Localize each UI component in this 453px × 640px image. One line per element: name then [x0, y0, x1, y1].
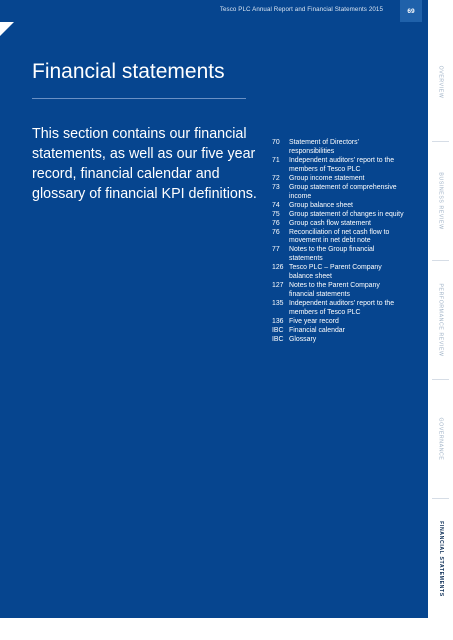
- contents-label: Tesco PLC – Parent Company balance sheet: [289, 264, 382, 281]
- contents-item[interactable]: [272, 184, 404, 202]
- running-title: Tesco PLC Annual Report and Financial Statements 2015: [219, 6, 383, 13]
- contents-page: 126: [272, 264, 284, 272]
- contents-label: Independent auditors’ report to the members of Tesco PLC: [289, 300, 395, 317]
- contents-item[interactable]: [272, 229, 404, 247]
- contents-label: Group cash flow statement: [289, 219, 371, 227]
- side-tab-label: GOVERNANCE: [437, 417, 444, 460]
- contents-item[interactable]: [272, 318, 404, 327]
- contents-item[interactable]: [272, 327, 404, 336]
- contents-page: 74: [272, 201, 280, 209]
- contents-label: Notes to the Group financial statements: [289, 246, 375, 263]
- contents-page: 127: [272, 282, 284, 290]
- section-title: Financial statements: [32, 60, 225, 83]
- contents-label: Independent auditors’ report to the members of Tesco PLC: [289, 156, 395, 173]
- footer-margin: [0, 618, 453, 640]
- contents-label: Five year record: [289, 318, 339, 326]
- side-tab-governance[interactable]: [428, 379, 453, 498]
- contents-label: Group balance sheet: [289, 201, 353, 209]
- contents-item[interactable]: [272, 220, 404, 229]
- contents-label: Group statement of changes in equity: [289, 210, 404, 218]
- contents-item[interactable]: [272, 211, 404, 220]
- contents-item[interactable]: [272, 139, 404, 157]
- contents-item[interactable]: [272, 300, 404, 318]
- side-tab-label: OVERVIEW: [437, 65, 444, 98]
- contents-page: 136: [272, 318, 284, 326]
- side-tab-performance-review[interactable]: [428, 260, 453, 379]
- contents-page: 135: [272, 300, 284, 308]
- contents-item[interactable]: [272, 246, 404, 264]
- contents-page: 77: [272, 246, 280, 254]
- contents-list: [272, 139, 404, 345]
- contents-item[interactable]: [272, 264, 404, 282]
- contents-page: IBC: [272, 335, 284, 343]
- side-tab-label: BUSINESS REVIEW: [437, 171, 444, 230]
- contents-item[interactable]: [272, 157, 404, 175]
- contents-page: 72: [272, 174, 280, 182]
- contents-page: 70: [272, 139, 280, 146]
- contents-label: Financial calendar: [289, 327, 345, 335]
- page-header: [0, 0, 428, 22]
- contents-label: Statement of Directors’ responsibilities: [289, 139, 359, 155]
- section-intro: This section contains our financial statements, as well as our five year record, financial calendar and glossary of financial KPI definitions.: [32, 126, 257, 202]
- contents-item[interactable]: [272, 336, 404, 345]
- contents-label: Glossary: [289, 335, 317, 343]
- contents-label: Group statement of comprehensive income: [289, 183, 397, 200]
- side-tab-overview[interactable]: [428, 22, 453, 141]
- contents-item[interactable]: [272, 202, 404, 211]
- contents-page: 71: [272, 156, 280, 164]
- page-number: 69: [400, 0, 422, 22]
- title-divider: [32, 98, 246, 99]
- contents-page: 73: [272, 183, 280, 191]
- contents-item[interactable]: [272, 282, 404, 300]
- side-tab-financial-statements[interactable]: [428, 499, 453, 618]
- section-side-tabs: [428, 22, 453, 618]
- side-tab-label: FINANCIAL STATEMENTS: [437, 520, 444, 597]
- contents-page: 76: [272, 228, 280, 236]
- side-tab-business-review[interactable]: [428, 141, 453, 260]
- contents-label: Group income statement: [289, 174, 365, 182]
- contents-page: 76: [272, 219, 280, 227]
- contents-label: Notes to the Parent Company financial statements: [289, 282, 380, 299]
- contents-label: Reconciliation of net cash flow to movement in net debt note: [289, 228, 390, 245]
- contents-item[interactable]: [272, 175, 404, 184]
- side-tab-label: PERFORMANCE REVIEW: [437, 282, 444, 357]
- corner-notch-shape: [0, 22, 14, 36]
- contents-page: 75: [272, 210, 280, 218]
- contents-page: IBC: [272, 327, 284, 335]
